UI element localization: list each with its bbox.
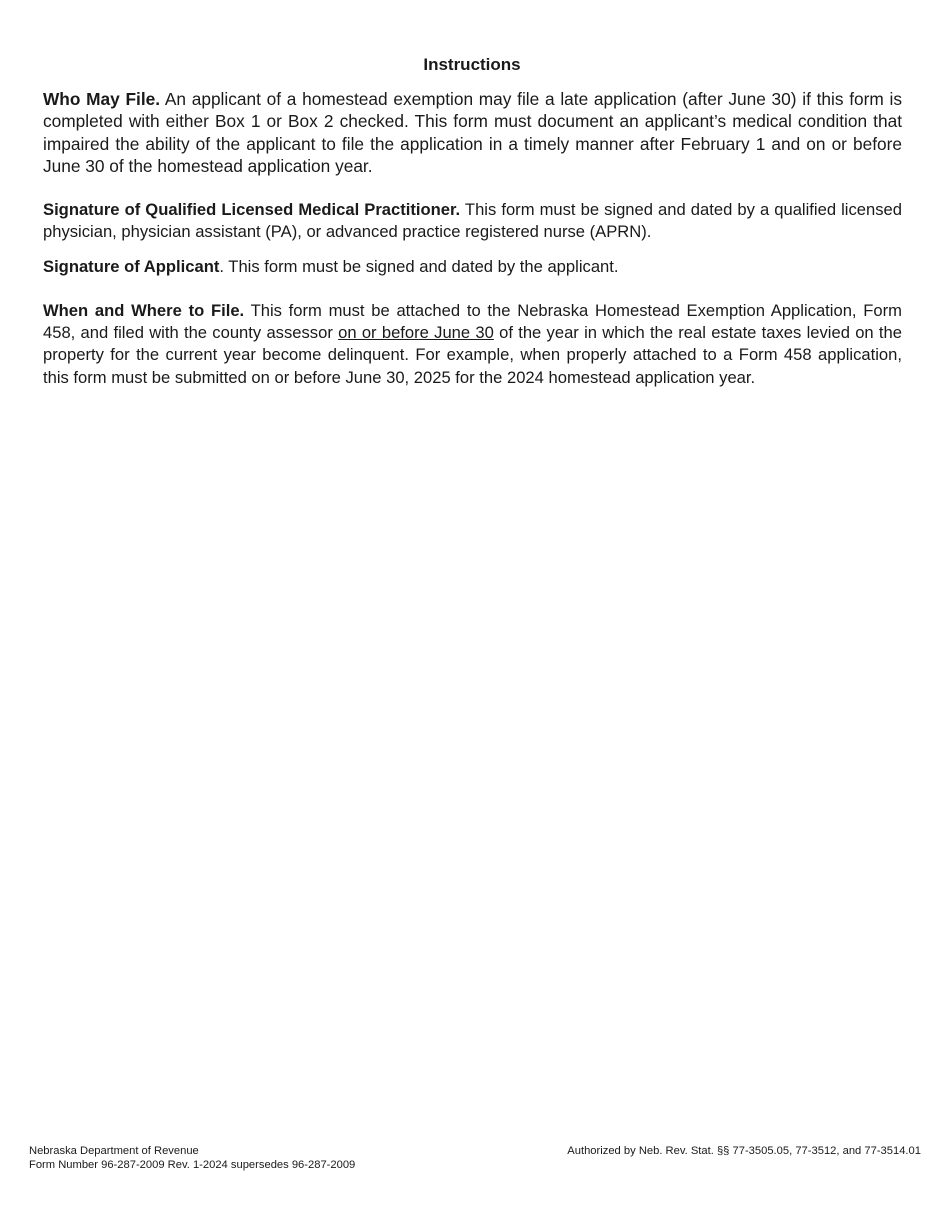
when-where-paragraph bbox=[43, 300, 902, 389]
signature-practitioner-text: This form must be signed and dated by a qualified licensed physician, physician assistant (PA), or advanced practice registered nurse (APRN). bbox=[43, 200, 902, 241]
instructions-content bbox=[43, 88, 902, 389]
signature-practitioner-paragraph bbox=[43, 199, 902, 242]
who-may-file-paragraph bbox=[43, 88, 902, 177]
who-may-file-heading: Who May File. bbox=[43, 89, 161, 109]
deadline-underlined: on or before June 30 bbox=[338, 323, 494, 343]
footer-authorized: Authorized by Neb. Rev. Stat. §§ 77-3505.05, 77-3512, and 77-3514.01 bbox=[567, 1145, 921, 1157]
when-where-heading: When and Where to File. bbox=[43, 300, 245, 320]
signature-applicant-paragraph bbox=[43, 256, 902, 278]
footer-form-number: Form Number 96-287-2009 Rev. 1-2024 supersedes 96-287-2009 bbox=[29, 1158, 356, 1171]
page-title: Instructions bbox=[423, 55, 521, 74]
signature-applicant-text: . This form must be signed and dated by the applicant. bbox=[219, 257, 619, 277]
when-where-text-before: This form must be attached to the Nebraska Homestead Exemption Application, Form 458, and filed with the county assessor bbox=[43, 300, 902, 343]
footer-department: Nebraska Department of Revenue bbox=[29, 1145, 199, 1157]
signature-practitioner-heading: Signature of Qualified Licensed Medical Practitioner. bbox=[43, 200, 461, 220]
who-may-file-text: An applicant of a homestead exemption may file a late application (after June 30) if this form is completed with either Box 1 or Box 2 checked. This form must document an applicant’s medical condition that impaired the ability of the applicant to file the application in a timely manner after February 1 and on or before June 30 of the homestead application year. bbox=[43, 89, 902, 176]
when-where-text-after: of the year in which the real estate taxes levied on the property for the current year become delinquent. For example, when properly attached to a Form 458 application, this form must be submitted on or before June 30, 2025 for the 2024 homestead application year. bbox=[43, 323, 902, 387]
signature-applicant-heading: Signature of Applicant bbox=[43, 257, 220, 277]
footer-left bbox=[29, 1145, 355, 1172]
